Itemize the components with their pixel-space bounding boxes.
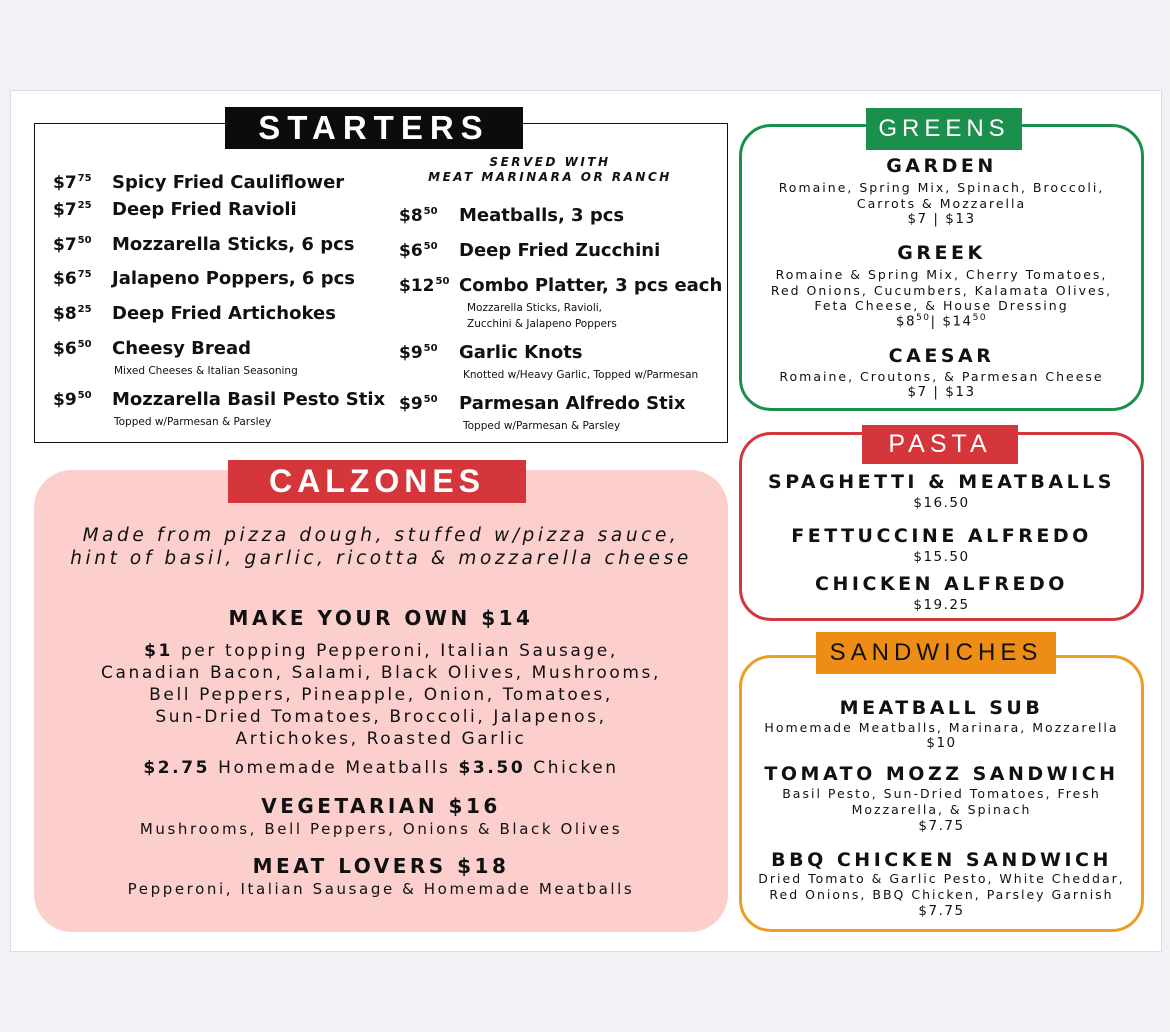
caesar-price: $7 | $13 <box>907 384 976 400</box>
pasta-item-name: CHICKEN ALFREDO <box>815 573 1068 595</box>
item-name: Deep Fried Zucchini <box>459 240 661 261</box>
meatball-sub-price: $10 <box>926 735 957 751</box>
item-price: $\$7^{75}$ <box>53 173 92 193</box>
item-price: $\$6^{50}$ <box>53 339 92 359</box>
vegetarian-heading: VEGETARIAN $16 <box>261 794 501 818</box>
item-name: Deep Fried Artichokes <box>112 303 336 324</box>
item-note: Knotted w/Heavy Garlic, Topped w/Parmesan <box>463 369 699 381</box>
calzones-title: CALZONES <box>228 460 526 503</box>
item-name: Mozzarella Basil Pesto Stix <box>112 389 386 410</box>
pasta-item-price: $15.50 <box>913 549 970 565</box>
item-price: $\$7^{25}$ <box>53 200 92 220</box>
item-note: Mixed Cheeses & Italian Seasoning <box>114 365 298 377</box>
pasta-item-name: SPAGHETTI & MEATBALLS <box>768 471 1115 493</box>
item-price: $\$9^{50}$ <box>53 390 92 410</box>
vegetarian-desc: Mushrooms, Bell Peppers, Onions & Black Olives <box>139 820 623 838</box>
bbq-chicken-desc: Dried Tomato & Garlic Pesto, White Cheddar, Red Onions, BBQ Chicken, Parsley Garnish <box>758 871 1125 902</box>
item-note: Topped w/Parmesan & Parsley <box>114 416 272 428</box>
tomato-mozz-title: TOMATO MOZZ SANDWICH <box>764 763 1119 785</box>
meatball-sub-desc: Homemade Meatballs, Marinara, Mozzarella <box>764 720 1119 735</box>
caesar-desc: Romaine, Croutons, & Parmesan Cheese <box>779 369 1104 384</box>
meat-lovers-heading: MEAT LOVERS $18 <box>252 854 510 878</box>
tomato-mozz-price: $7.75 <box>918 818 965 834</box>
item-name: Garlic Knots <box>459 342 583 363</box>
item-price: $\$6^{50}$ <box>399 241 438 261</box>
item-name: Combo Platter, 3 pcs each <box>459 275 723 296</box>
garden-title: GARDEN <box>886 155 997 177</box>
tomato-mozz-desc: Basil Pesto, Sun-Dried Tomatoes, Fresh Mozzarella, & Spinach <box>782 786 1101 817</box>
greek-price: $\$8^{50}|$ $\$14^{50}$ <box>895 313 988 330</box>
pasta-item-price: $19.25 <box>913 597 970 613</box>
item-name: Meatballs, 3 pcs <box>459 205 625 226</box>
item-note: Mozzarella Sticks, Ravioli, <box>467 302 603 314</box>
item-name: Spicy Fried Cauliflower <box>112 172 345 193</box>
extra-toppings: $2.75 Homemade Meatballs $3.50 Chicken <box>143 758 619 778</box>
item-price: $\$9^{50}$ <box>399 343 438 363</box>
item-note: Zucchini & Jalapeno Poppers <box>467 318 617 330</box>
item-name: Cheesy Bread <box>112 338 251 359</box>
item-name: Deep Fried Ravioli <box>112 199 297 220</box>
pasta-title: PASTA <box>862 425 1018 464</box>
garden-desc: Romaine, Spring Mix, Spinach, Broccoli, Carrots & Mozzarella <box>778 180 1105 211</box>
greens-title: GREENS <box>866 108 1022 150</box>
item-price: $\$9^{50}$ <box>399 394 438 414</box>
item-price: $\$8^{50}$ <box>399 206 438 226</box>
pasta-item-name: FETTUCCINE ALFREDO <box>791 525 1092 547</box>
pasta-item-price: $16.50 <box>913 495 970 511</box>
item-name: Parmesan Alfredo Stix <box>459 393 686 414</box>
item-price: $\$6^{75}$ <box>53 269 92 289</box>
make-your-own-heading: MAKE YOUR OWN $14 <box>228 606 534 630</box>
bbq-chicken-price: $7.75 <box>918 903 965 919</box>
item-name: Mozzarella Sticks, 6 pcs <box>112 234 355 255</box>
meatball-sub-title: MEATBALL SUB <box>839 697 1044 719</box>
toppings-list: $1 per topping Pepperoni, Italian Sausage, Canadian Bacon, Salami, Black Olives, Mushrooms, Bell Peppers, Pineapple, Onion, Tomatoes, Sun-Dried Tomatoes, Broccoli, Jalapenos, Artichokes, Roasted Garlic <box>101 641 661 749</box>
greek-desc: Romaine & Spring Mix, Cherry Tomatoes, Red Onions, Cucumbers, Kalamata Olives, Feta Cheese, & House Dressing <box>770 267 1113 313</box>
greek-title: GREEK <box>897 242 986 264</box>
starters-title: STARTERS <box>225 107 523 149</box>
served-with-note: SERVED WITH MEAT MARINARA OR RANCH <box>428 155 672 184</box>
bbq-chicken-title: BBQ CHICKEN SANDWICH <box>771 849 1112 871</box>
item-name: Jalapeno Poppers, 6 pcs <box>112 268 355 289</box>
item-price: $\$7^{50}$ <box>53 235 92 255</box>
caesar-title: CAESAR <box>888 345 995 367</box>
sandwiches-title: SANDWICHES <box>816 632 1056 674</box>
item-note: Topped w/Parmesan & Parsley <box>463 420 621 432</box>
item-price: $\$12^{50}$ <box>399 276 450 296</box>
item-price: $\$8^{25}$ <box>53 304 92 324</box>
meat-lovers-desc: Pepperoni, Italian Sausage & Homemade Meatballs <box>127 880 635 898</box>
calzones-intro: Made from pizza dough, stuffed w/pizza sauce, hint of basil, garlic, ricotta & mozzarella cheese <box>70 525 692 569</box>
garden-price: $7 | $13 <box>907 211 976 227</box>
